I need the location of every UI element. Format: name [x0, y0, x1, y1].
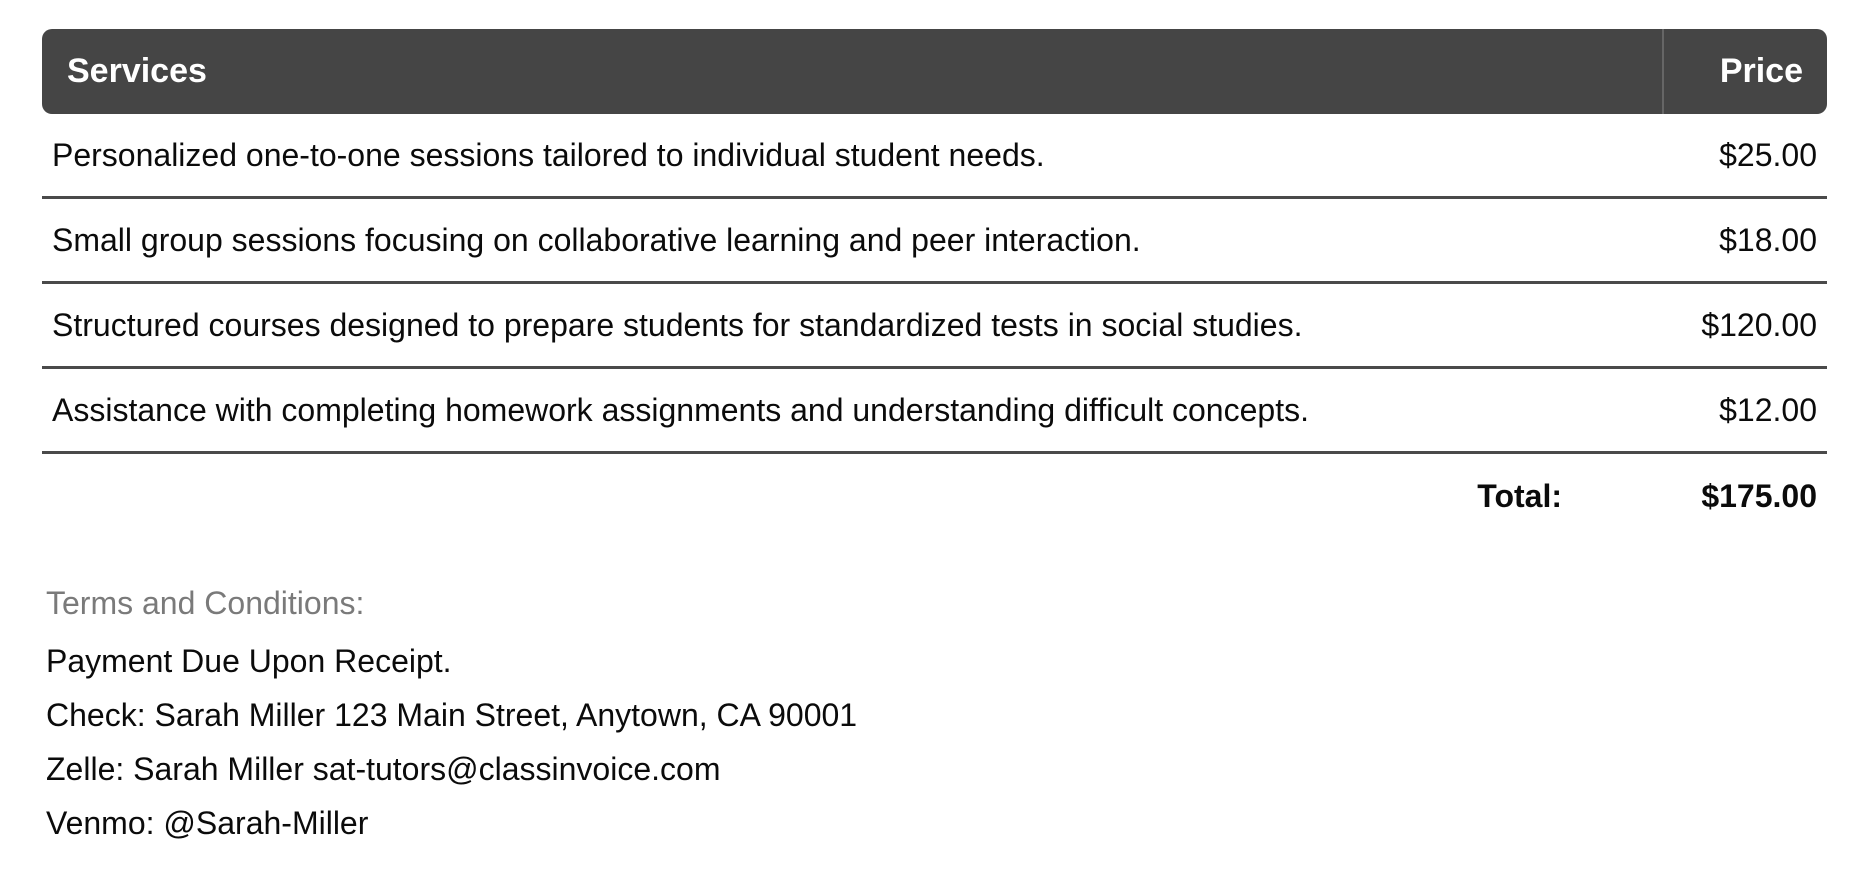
terms-line-payment-due: Payment Due Upon Receipt.	[46, 643, 452, 679]
table-row	[42, 114, 1827, 199]
service-description: Structured courses designed to prepare students for standardized tests in social studies.	[52, 306, 1303, 343]
service-price: $120.00	[1701, 306, 1817, 343]
service-description: Personalized one-to-one sessions tailored to individual student needs.	[52, 136, 1045, 173]
table-row	[42, 199, 1827, 284]
service-price: $25.00	[1719, 136, 1817, 173]
total-row	[42, 454, 1827, 539]
terms-heading: Terms and Conditions:	[46, 585, 365, 621]
service-price: $12.00	[1719, 391, 1817, 428]
service-description: Assistance with completing homework assignments and understanding difficult concepts.	[52, 391, 1309, 428]
services-column-header: Services	[67, 52, 207, 90]
table-row	[42, 284, 1827, 369]
services-price-table	[42, 29, 1827, 539]
total-label: Total:	[1477, 478, 1562, 514]
service-price: $18.00	[1719, 221, 1817, 258]
total-amount: $175.00	[1701, 478, 1817, 514]
price-column-header: Price	[1662, 29, 1827, 114]
terms-line-venmo: Venmo: @Sarah-Miller	[46, 805, 369, 841]
terms-line-check: Check: Sarah Miller 123 Main Street, Anytown, CA 90001	[46, 697, 858, 733]
table-header-row	[42, 29, 1827, 114]
service-description: Small group sessions focusing on collaborative learning and peer interaction.	[52, 221, 1141, 258]
terms-section	[46, 576, 1868, 850]
terms-line-zelle: Zelle: Sarah Miller sat-tutors@classinvoice.com	[46, 751, 721, 787]
table-row	[42, 369, 1827, 454]
